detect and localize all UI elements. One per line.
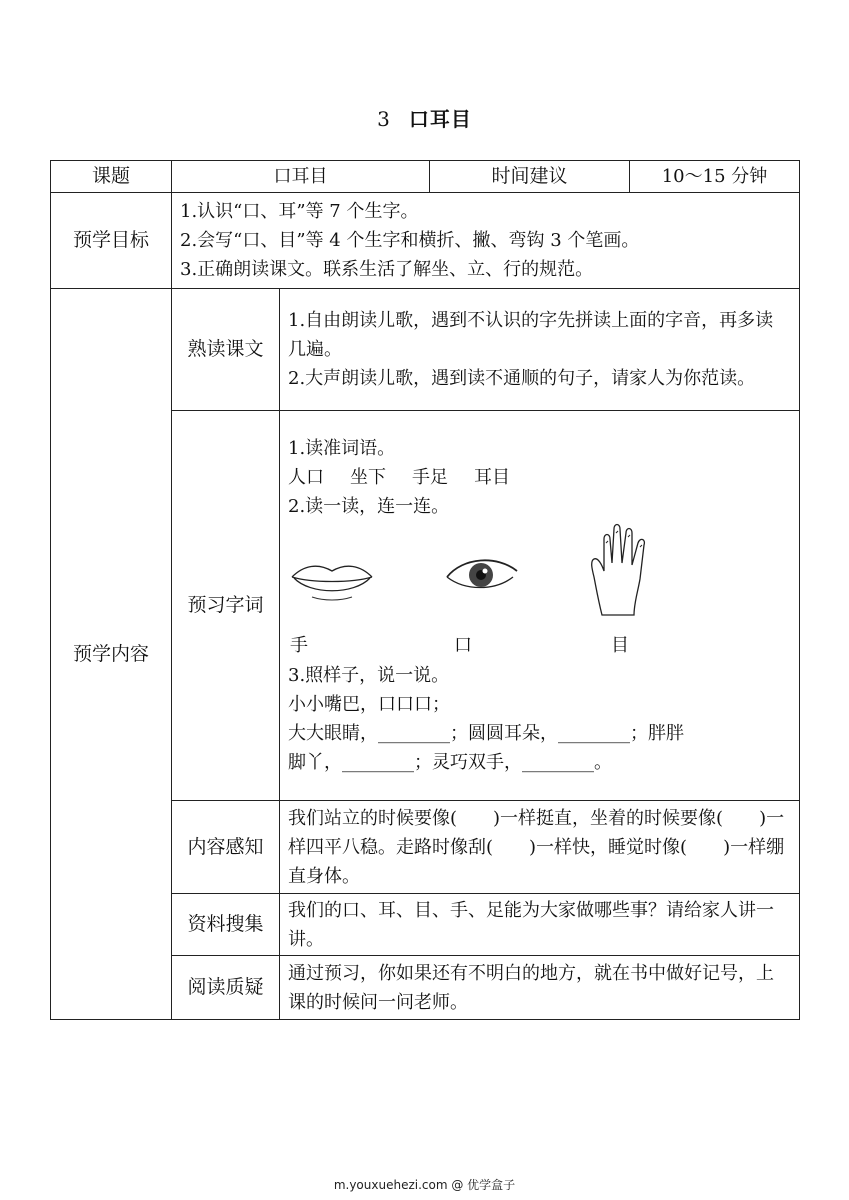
read-text-line: 1.自由朗读儿歌，遇到不认识的字先拼读上面的字音，再多读几遍。 [288, 310, 774, 360]
hand-icon [588, 521, 658, 619]
preview-words-label: 预习字词 [172, 411, 280, 801]
lesson-title: 口耳目 [408, 107, 472, 131]
goals-row [51, 193, 800, 289]
word-item: 人口 [288, 467, 324, 488]
fill-blank-line: 脚丫，________；灵巧双手，________。 [288, 752, 612, 773]
goal-item: 3.正确朗读课文。联系生活了解坐、立、行的规范。 [180, 259, 594, 280]
match-instruction: 2.读一读，连一连。 [288, 496, 450, 517]
topic-label: 课题 [51, 161, 172, 193]
picture-label: 口 [454, 635, 472, 656]
word-item: 坐下 [350, 467, 386, 488]
picture-label: 目 [611, 635, 629, 656]
read-text-line: 2.大声朗读儿歌，遇到读不通顺的句子，请家人为你范读。 [288, 368, 756, 389]
goal-item: 1.认识“口、耳”等 7 个生字。 [180, 201, 419, 222]
content-label: 预学内容 [51, 289, 172, 1020]
time-value: 10～15 分钟 [630, 161, 800, 193]
word-list [288, 463, 791, 492]
topic-value: 口耳目 [172, 161, 430, 193]
word-item: 耳目 [474, 467, 510, 488]
example-sentence: 小小嘴巴，口口口； [288, 694, 450, 715]
lips-icon [290, 559, 374, 603]
preview-table [50, 160, 800, 1020]
research-text: 我们的口、耳、目、手、足能为大家做哪些事？请给家人讲一讲。 [280, 894, 800, 956]
goal-item: 2.会写“口、目”等 4 个生字和横折、撇、弯钩 3 个笔画。 [180, 230, 640, 251]
fill-blank-line: 大大眼睛，________；圆圆耳朵，________；胖胖 [288, 723, 684, 744]
example-instruction: 3.照样子，说一说。 [288, 665, 450, 686]
picture-label-row [288, 631, 791, 661]
word-item: 手足 [412, 467, 448, 488]
lesson-number: 3 [377, 107, 391, 131]
eye-icon [443, 555, 521, 595]
read-text-label: 熟读课文 [172, 289, 280, 411]
perception-text: 我们站立的时候要像( )一样挺直，坐着的时候要像( )一样四平八稳。走路时像刮( )一样快，睡觉时像( )一样绷直身体。 [280, 801, 800, 894]
picture-row [288, 521, 791, 631]
picture-label: 手 [290, 635, 308, 656]
preview-words-body [280, 411, 800, 801]
questions-text: 通过预习，你如果还有不明白的地方，就在书中做好记号，上课的时候问一问老师。 [280, 956, 800, 1020]
goals-list [172, 193, 800, 289]
perception-label: 内容感知 [172, 801, 280, 894]
page-title [0, 103, 849, 132]
goals-label: 预学目标 [51, 193, 172, 289]
questions-label: 阅读质疑 [172, 956, 280, 1020]
words-instruction: 1.读准词语。 [288, 438, 396, 459]
time-label: 时间建议 [430, 161, 630, 193]
read-text-body [280, 289, 800, 411]
research-label: 资料搜集 [172, 894, 280, 956]
footer-credit: m.youxuehezi.com @ 优学盒子 [333, 1178, 516, 1192]
read-text-row [51, 289, 800, 411]
header-row [51, 161, 800, 193]
